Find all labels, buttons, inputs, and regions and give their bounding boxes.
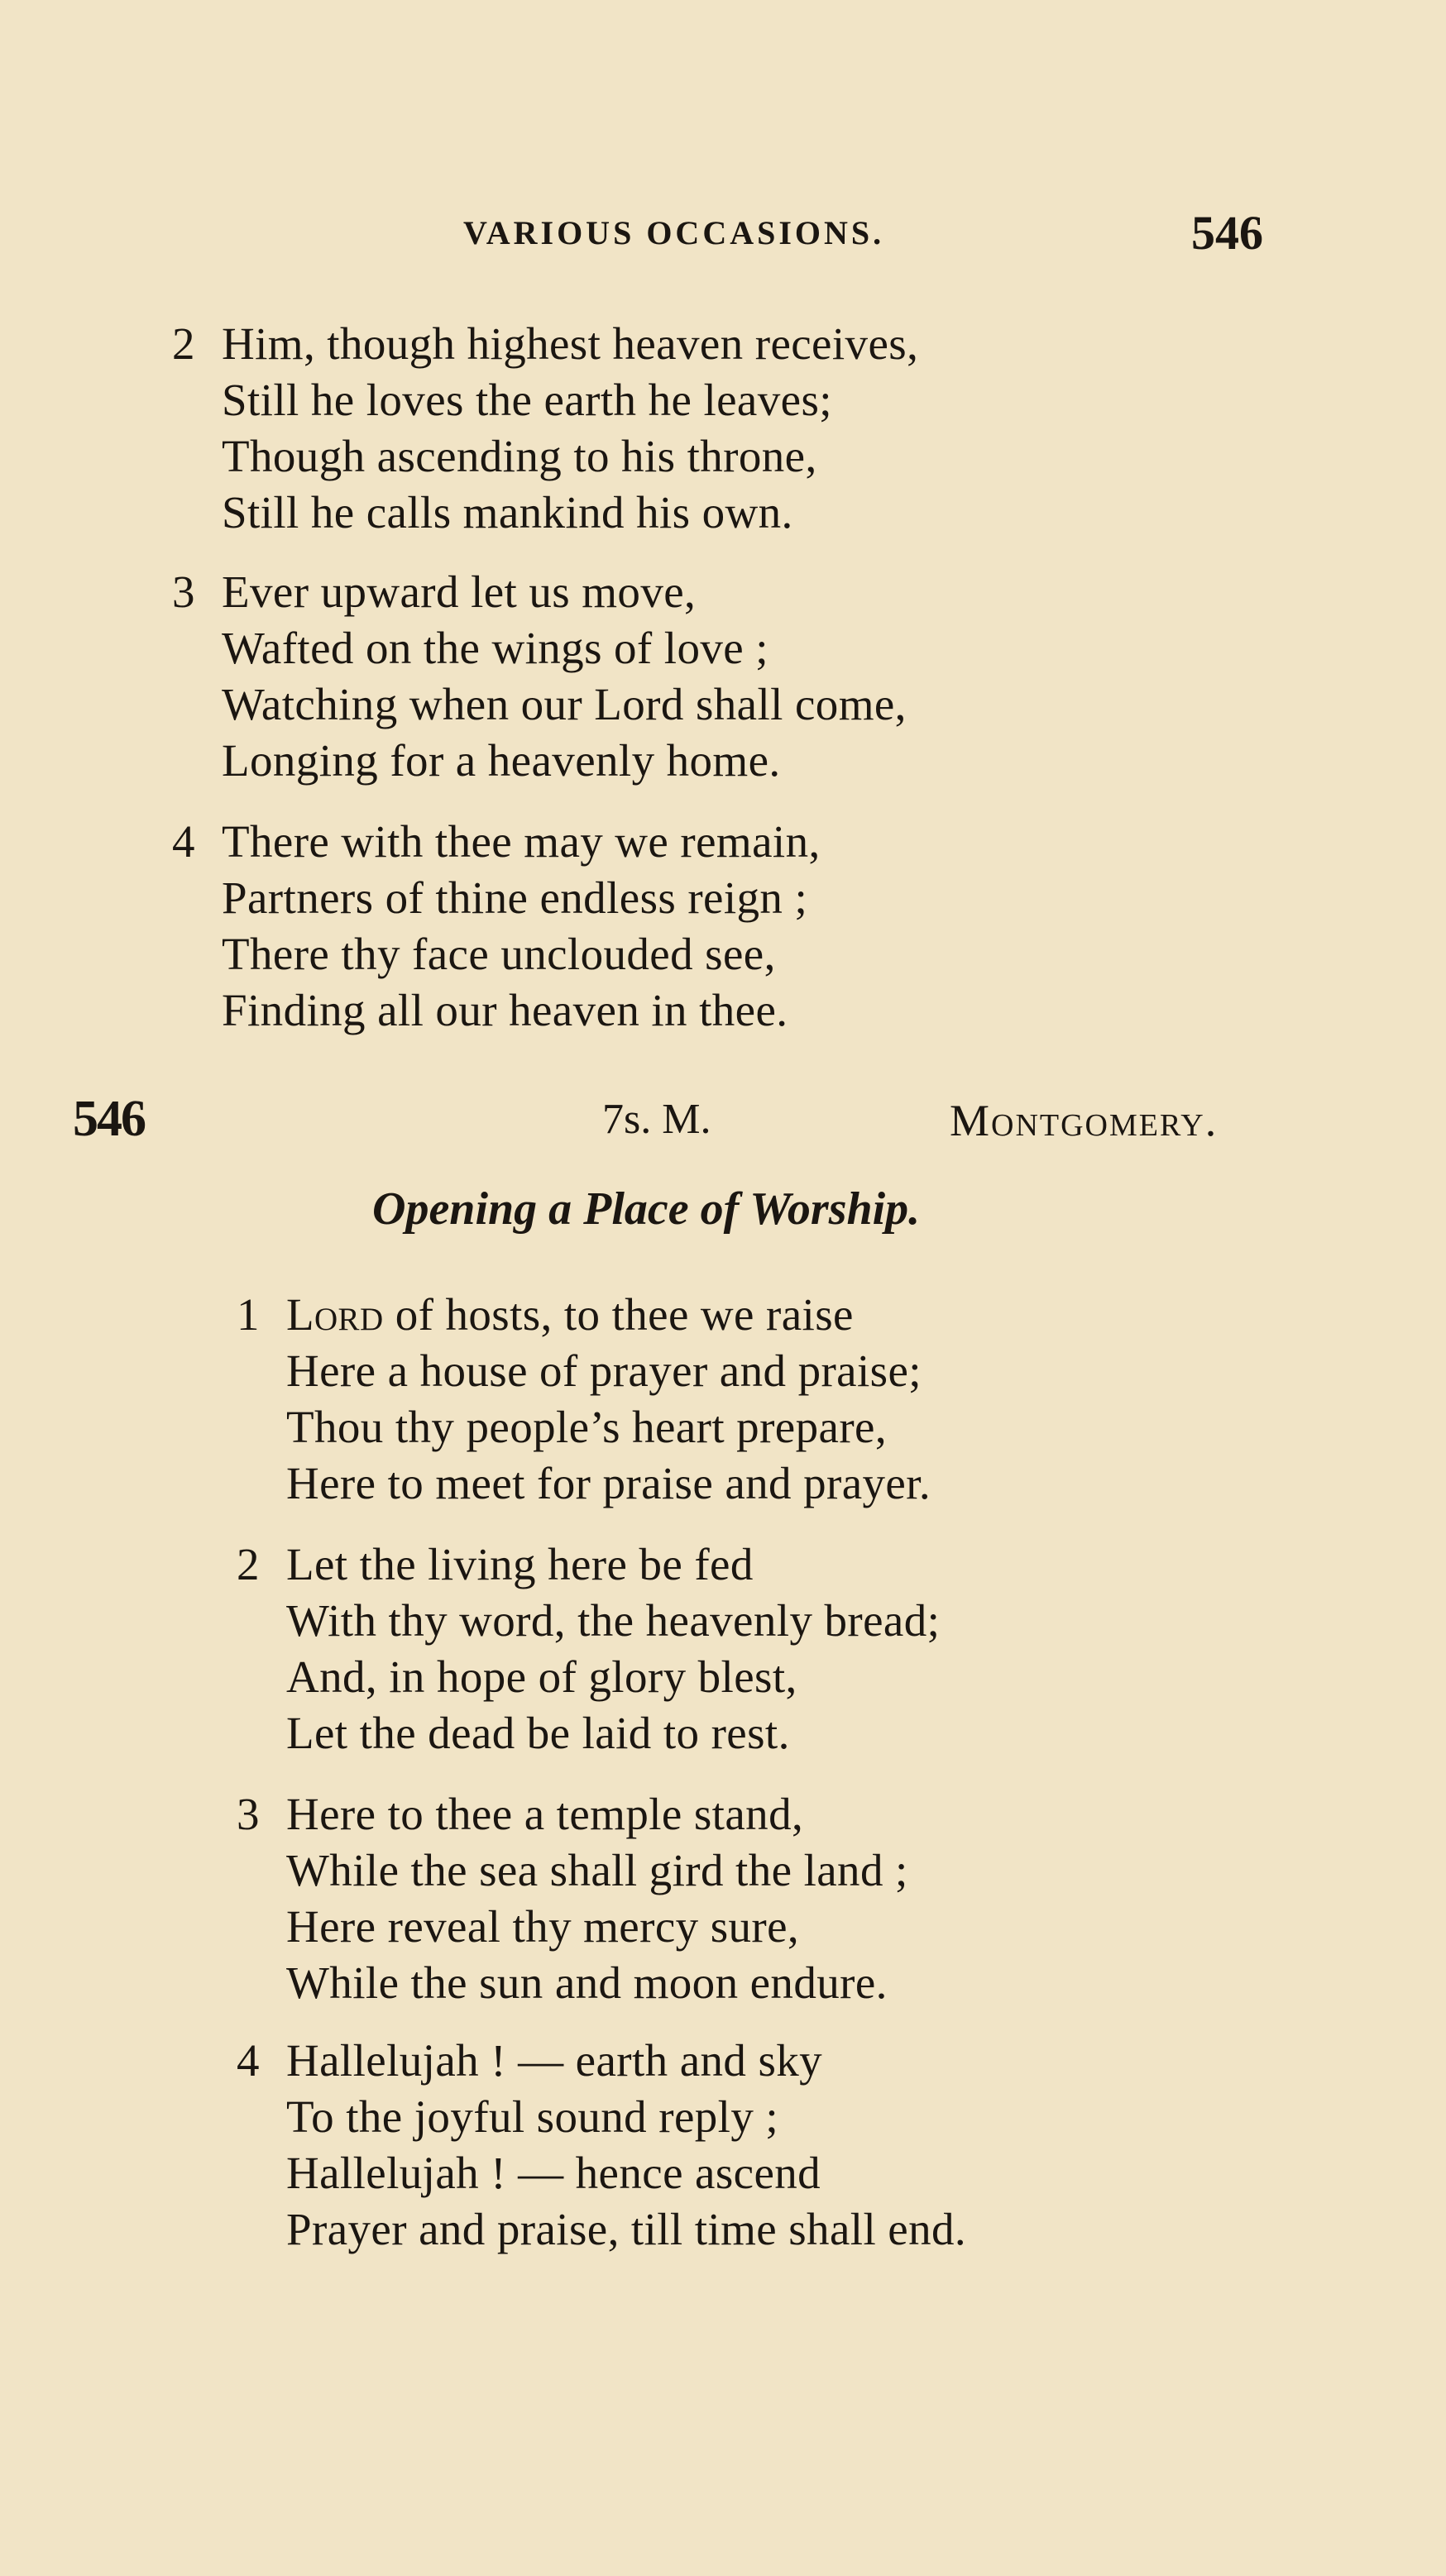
stanza-line: While the sun and moon endure. bbox=[286, 1957, 888, 2008]
prev-stanza-4 bbox=[172, 814, 821, 1039]
hymn-stanza-4 bbox=[237, 2033, 967, 2258]
stanza-number: 3 bbox=[172, 566, 195, 617]
hymn-number: 546 bbox=[73, 1091, 145, 1147]
stanza-line: 3 Ever upward let us move, bbox=[222, 564, 907, 620]
stanza-line: 3 Here to thee a temple stand, bbox=[286, 1786, 908, 1842]
prev-stanza-3 bbox=[172, 564, 907, 789]
stanza-line: And, in hope of glory blest, bbox=[286, 1651, 797, 1702]
stanza-line: 1 Lord of hosts, to thee we raise bbox=[286, 1287, 931, 1343]
stanza-line: Wafted on the wings of love ; bbox=[222, 623, 768, 673]
stanza-number: 4 bbox=[172, 816, 195, 867]
stanza-line: 4 There with thee may we remain, bbox=[222, 814, 821, 870]
stanza-line: Thou thy people’s heart prepare, bbox=[286, 1402, 888, 1452]
stanza-line: 2 Him, though highest heaven receives, bbox=[222, 316, 918, 372]
stanza-line: Finding all our heaven in thee. bbox=[222, 985, 788, 1035]
stanza-line: While the sea shall gird the land ; bbox=[286, 1845, 908, 1895]
stanza-line: With thy word, the heavenly bread; bbox=[286, 1595, 941, 1646]
hymn-stanza-3 bbox=[237, 1786, 908, 2011]
prev-stanza-2 bbox=[172, 316, 919, 541]
stanza-line: Let the dead be laid to rest. bbox=[286, 1708, 790, 1758]
stanza-line: Though ascending to his throne, bbox=[222, 431, 817, 481]
stanza-line: Prayer and praise, till time shall end. bbox=[286, 2204, 967, 2254]
stanza-line: Hallelujah ! — hence ascend bbox=[286, 2148, 821, 2198]
stanza-number: 2 bbox=[172, 318, 195, 369]
page-number: 546 bbox=[1191, 206, 1263, 260]
stanza-line: Still he loves the earth he leaves; bbox=[222, 375, 832, 425]
stanza-line: Longing for a heavenly home. bbox=[222, 735, 781, 786]
stanza-line: Here to meet for praise and prayer. bbox=[286, 1458, 931, 1508]
stanza-number: 3 bbox=[237, 1789, 260, 1839]
stanza-line: To the joyful sound reply ; bbox=[286, 2091, 779, 2142]
stanza-line: Here a house of prayer and praise; bbox=[286, 1345, 922, 1396]
stanza-line: There thy face unclouded see, bbox=[222, 929, 776, 979]
running-title: VARIOUS OCCASIONS. bbox=[463, 214, 885, 251]
hymn-heading bbox=[73, 1090, 1297, 1156]
stanza-line: Here reveal thy mercy sure, bbox=[286, 1901, 800, 1952]
stanza-number: 1 bbox=[237, 1289, 260, 1340]
hymn-author: Montgomery. bbox=[950, 1096, 1219, 1145]
hymn-title: Opening a Place of Worship. bbox=[372, 1183, 921, 1235]
stanza-line: Watching when our Lord shall come, bbox=[222, 679, 907, 729]
stanza-number: 4 bbox=[237, 2035, 260, 2086]
stanza-line: Partners of thine endless reign ; bbox=[222, 872, 808, 923]
stanza-line: Still he calls mankind his own. bbox=[222, 487, 793, 538]
stanza-line: 2 Let the living here be fed bbox=[286, 1537, 940, 1593]
hymn-stanza-2 bbox=[237, 1537, 941, 1761]
stanza-number: 2 bbox=[237, 1539, 260, 1589]
hymn-meter: 7s. M. bbox=[602, 1096, 711, 1143]
small-caps-word: Lord bbox=[286, 1289, 384, 1340]
stanza-line: 4 Hallelujah ! — earth and sky bbox=[286, 2033, 966, 2089]
hymn-stanza-1 bbox=[237, 1287, 931, 1512]
